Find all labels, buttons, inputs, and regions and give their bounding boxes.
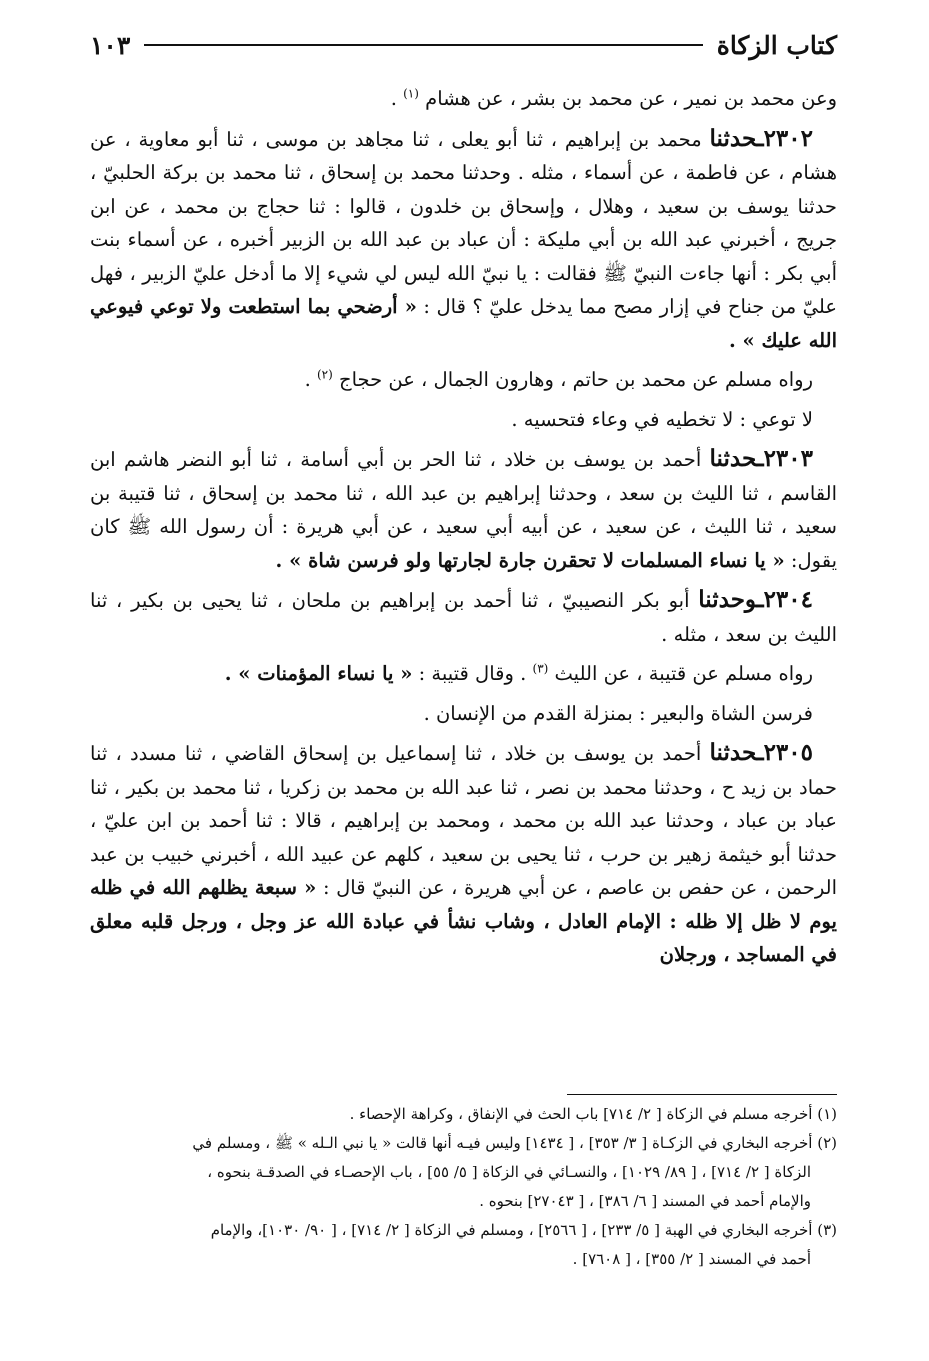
hadith-quote: « سبعة يظلهم الله في ظله يوم لا ظل إلا ظله : الإمام العادل ، وشاب نشأ في عبادة الله عز وجل ، ورجل قلبه معلق في المساجد ، ورجلان bbox=[90, 876, 837, 966]
hadith-2302: ٢٣٠٢ـحدثنا محمد بن إبراهيم ، ثنا أبو يعلى ، ثنا مجاهد بن موسى ، ثنا أبو معاوية ، عن هشام ، عن فاطمة ، عن أسماء ، مثله . وحدثنا محمد بن إسحاق ، ثنا محمد بن بركة الحلبيّ ، حدثنا يوسف بن سعيد ، وهلال ، وإسحاق بن خلدون ، قالوا : ثنا حجاج بن محمد ، عن ابن جريج ، أخبرني عبد الله بن أبي مليكة : أن عباد بن عبد الله بن الزبير أخبره ، عن أسماء بنت أبي بكر : أنها جاءت النبيّ ﷺ فقالت : يا نبيّ الله ليس لي شيء إلا ما أدخل عليّ الزبير ، فهل عليّ من جناح في إزار مصح مما يدخل عليّ ؟ قال : « أرضحي بما استطعت ولا توعي فيوعي الله عليك » . bbox=[90, 124, 837, 352]
hadith-opening: وحدثنا bbox=[698, 586, 757, 613]
hadith-opening: حدثنا bbox=[709, 124, 757, 152]
footnote-2: (٢) أخرجه البخاري في الزكـاة [ ٣/ ٣٥٣] ، [ ١٤٣٤] وليس فيـه أنها قالت « يا نبي الـله » ﷺ ، ومسلم في bbox=[192, 1134, 837, 1152]
footnote-2-continued: الزكاة [ ٢/ ٧١٤] ، [ ٨٩/ ١٠٢٩] ، والنسـائي في الزكاة [ ٥/ ٥٥] ، باب الإحصـاء في الصدقـة بنحوه ، bbox=[207, 1163, 811, 1181]
hadith-opening: حدثنا bbox=[709, 739, 757, 766]
gloss-note: لا توعي : لا تخطيه في وعاء فتحسيه . bbox=[511, 407, 813, 431]
hadith-text: أحمد بن يوسف بن خلاد ، ثنا إسماعيل بن إسحاق القاضي ، ثنا مسدد ، ثنا حماد بن زيد ح ، وحدثنا محمد بن نصر ، ثنا عبد الله بن محمد بن زكريا ، ثنا محمد بن بكير ، ثنا عباد بن عباد ، وحدثنا عبد الله بن محمد ، ومحمد بن إبراهيم ، قالا : ثنا أحمد بن ابن عليّ ، حدثنا أبو خيثمة زهير بن حرب ، ثنا يحيى بن سعيد ، كلهم عن عبيد الله ، أخبرني خبيب بن عبد الرحمن ، عن حفص بن عاصم ، عن أبي هريرة ، عن النبيّ قال : bbox=[90, 742, 837, 899]
hadith-text: أبو بكر النصيبيّ ، ثنا أحمد بن إبراهيم بن ملحان ، ثنا يحيى بن بكير ، ثنا الليث بن سعد ، مثله . bbox=[90, 589, 837, 646]
footnote-separator bbox=[567, 1094, 837, 1095]
hadith-2303: ٢٣٠٣ـحدثنا أحمد بن يوسف بن خلاد ، ثنا الحر بن أبي أسامة ، ثنا أبو النضر هاشم ابن القاسم ، ثنا الليث بن سعد ، وحدثنا إبراهيم بن عبد الله ، ثنا محمد بن إسحاق ، ثنا قتيبة بن سعيد ، ثنا الليث ، عن سعيد ، عن أبيه أبي سعيد ، عن أبي هريرة : أن رسول الله ﷺ كان يقول: « يا نساء المسلمات لا تحقرن جارة لجارتها ولو فرسن شاة » . bbox=[90, 445, 837, 572]
narration-note: رواه مسلم عن محمد بن حاتم ، وهارون الجمال ، عن حجاج $^{(٢)}$ . bbox=[304, 367, 813, 391]
continuation-line: وعن محمد بن نمير ، عن محمد بن بشر ، عن هشام $^{(١)}$ . bbox=[390, 86, 837, 110]
footnote-ref: (٣) bbox=[532, 661, 549, 676]
hadith-text: أحمد بن يوسف بن خلاد ، ثنا الحر بن أبي أسامة ، ثنا أبو النضر هاشم ابن القاسم ، ثنا الليث بن سعد ، وحدثنا إبراهيم بن عبد الله ، ثنا محمد بن إسحاق ، ثنا قتيبة بن سعيد ، ثنا الليث ، عن سعيد ، عن أبيه أبي سعيد ، عن أبي هريرة : أن رسول الله ﷺ كان يقول: bbox=[90, 448, 837, 572]
gloss-note: فرسن الشاة والبعير : بمنزلة القدم من الإنسان . bbox=[423, 701, 813, 725]
footnote-ref: (٢) bbox=[316, 367, 333, 382]
body-text bbox=[90, 82, 837, 972]
hadith-quote: « يا نساء المسلمات لا تحقرن جارة لجارتها ولو فرسن شاة » . bbox=[275, 548, 785, 572]
hadith-number: ٢٣٠٤ bbox=[763, 586, 813, 613]
hadith-2304: ٢٣٠٤ـوحدثنا أبو بكر النصيبيّ ، ثنا أحمد بن إبراهيم بن ملحان ، ثنا يحيى بن بكير ، ثنا الليث بن سعد ، مثله . bbox=[90, 586, 837, 646]
footnote-ref: (١) bbox=[403, 86, 419, 101]
hadith-number: ٢٣٠٣ bbox=[763, 445, 813, 472]
hadith-quote: « أرضحي بما استطعت ولا توعي فيوعي الله عليك » . bbox=[90, 295, 837, 352]
footnote-2-continued: والإمام أحمد في المسند [ ٦/ ٣٨٦] ، [ ٢٧٠٤٣] بنحوه . bbox=[479, 1192, 811, 1210]
narration-note: رواه مسلم عن قتيبة ، عن الليث $^{(٣)}$ . وقال قتيبة : « يا نساء المؤمنات » . bbox=[224, 661, 813, 685]
page-header bbox=[90, 22, 837, 68]
variant-quote: « يا نساء المؤمنات » . bbox=[224, 662, 413, 685]
header-rule bbox=[144, 44, 702, 46]
hadith-number: ٢٣٠٢ bbox=[763, 124, 813, 152]
running-title: كتاب الزكاة bbox=[716, 30, 837, 60]
hadith-number: ٢٣٠٥ bbox=[763, 739, 813, 766]
hadith-2305: ٢٣٠٥ـحدثنا أحمد بن يوسف بن خلاد ، ثنا إسماعيل بن إسحاق القاضي ، ثنا مسدد ، ثنا حماد بن زيد ح ، وحدثنا محمد بن نصر ، ثنا عبد الله بن محمد بن زكريا ، ثنا محمد بن بكير ، ثنا عباد بن عباد ، وحدثنا عبد الله بن محمد ، ومحمد بن إبراهيم ، قالا : ثنا أحمد بن ابن عليّ ، حدثنا أبو خيثمة زهير بن حرب ، ثنا يحيى بن سعيد ، كلهم عن عبيد الله ، أخبرني خبيب بن عبد الرحمن ، عن حفص بن عاصم ، عن أبي هريرة ، عن النبيّ قال : « سبعة يظلهم الله في ظله يوم لا ظل إلا ظله : الإمام العادل ، وشاب نشأ في عبادة الله عز وجل ، ورجل قلبه معلق في المساجد ، ورجلان bbox=[90, 739, 837, 966]
hadith-opening: حدثنا bbox=[709, 445, 757, 472]
footnote-1: (١) أخرجه مسلم في الزكاة [ ٢/ ٧١٤] باب الحث في الإنفاق ، وكراهة الإحصاء . bbox=[349, 1105, 837, 1123]
footnote-3-continued: أحمد في المسند [ ٢/ ٣٥٥] ، [ ٧٦٠٨] . bbox=[572, 1250, 811, 1268]
footnote-3: (٣) أخرجه البخاري في الهبة [ ٥/ ٢٣٣] ، [ ٢٥٦٦] ، ومسلم في الزكاة [ ٢/ ٧١٤] ، [ ٩٠/ ١٠٣٠]، والإمام bbox=[210, 1221, 837, 1239]
hadith-text: محمد بن إبراهيم ، ثنا أبو يعلى ، ثنا مجاهد بن موسى ، ثنا أبو معاوية ، عن هشام ، عن فاطمة ، عن أسماء ، مثله . وحدثنا محمد بن إسحاق ، ثنا محمد بن بركة الحلبيّ ، حدثنا يوسف بن سعيد ، وهلال ، وإسحاق بن خلدون ، قالوا : ثنا حجاج بن محمد ، عن ابن جريج ، أخبرني عبد الله بن أبي مليكة : أن عباد بن عبد الله بن الزبير أخبره ، عن أسماء بنت أبي بكر : أنها جاءت النبيّ ﷺ فقالت : يا نبيّ الله ليس لي شيء إلا ما أدخل عليّ الزبير ، فهل عليّ من جناح في إزار مصح مما يدخل عليّ ؟ قال : bbox=[90, 127, 837, 318]
footnotes bbox=[90, 1100, 837, 1274]
page-number: ١٠٣ bbox=[90, 30, 131, 60]
